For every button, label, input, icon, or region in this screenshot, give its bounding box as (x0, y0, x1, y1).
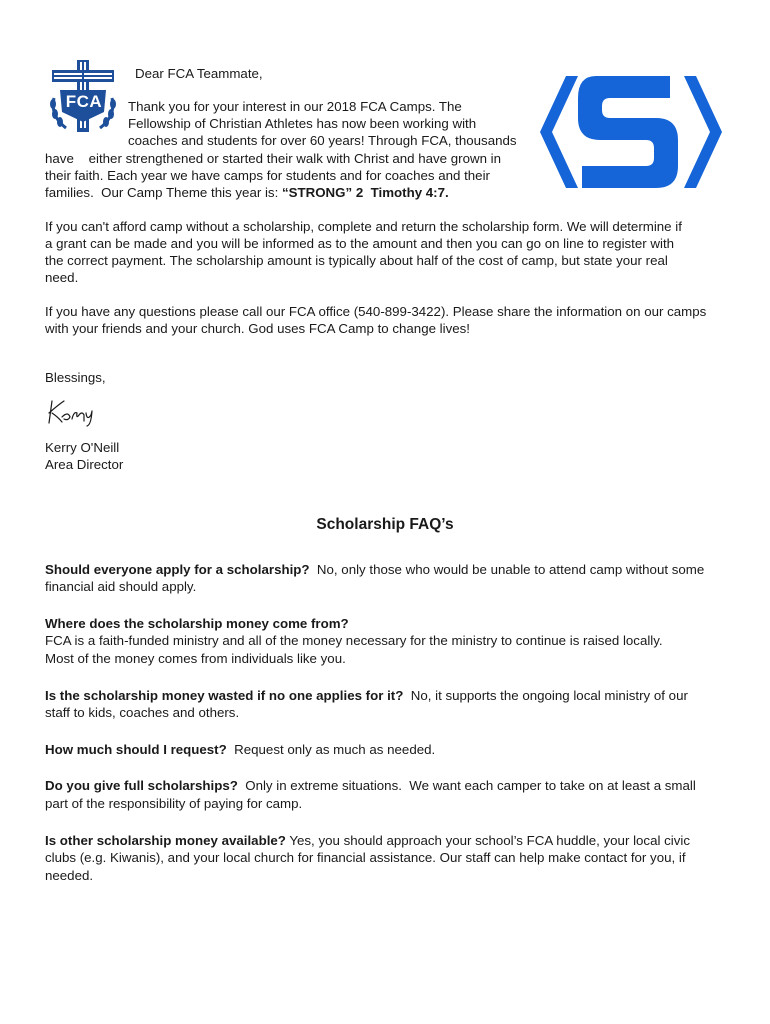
signature (46, 397, 96, 427)
faq-answer: No, only those who would be unable to attend camp without some (309, 562, 705, 577)
paragraph2-line: need. (45, 270, 79, 285)
paragraph2-line: a grant can be made and you will be informed as to the amount and then you can go on line to register with (45, 236, 675, 251)
faq-answer: No, it supports the ongoing local ministry of our (403, 688, 688, 703)
intro-line: coaches and students for over 60 years! Through FCA, thousands (128, 133, 517, 148)
paragraph3-line: If you have any questions please call our FCA office (540-899-3422). Please share the information on our camps (45, 304, 707, 319)
faq-answer: FCA is a faith-funded ministry and all of the money necessary for the ministry to continue is raised locally. (45, 633, 663, 648)
intro-line: have either strengthened or started their walk with Christ and have grown in (45, 151, 502, 166)
paragraph2-line: the correct payment. The scholarship amount is typically about half of the cost of camp, but state your real (45, 253, 668, 268)
faq-item (45, 561, 704, 578)
strong-camp-logo (538, 76, 724, 188)
faq-answer: financial aid should apply. (45, 579, 197, 594)
faq-answer: clubs (e.g. Kiwanis), and your local church for financial assistance. Our staff can help make contact for you, if (45, 850, 686, 865)
faq-answer: Yes, you should approach your school’s FCA huddle, your local civic (285, 833, 690, 848)
intro-line: Fellowship of Christian Athletes has now been working with (128, 116, 477, 131)
faq-question: Should everyone apply for a scholarship? (45, 562, 310, 577)
faq-question: Is other scholarship money available? (45, 833, 286, 848)
paragraph3-line: with your friends and your church. God uses FCA Camp to change lives! (45, 321, 470, 336)
faq-answer: Request only as much as needed. (226, 742, 436, 757)
camp-theme-prefix: families. Our Camp Theme this year is: (45, 185, 282, 200)
faq-item (45, 777, 696, 794)
camp-theme-line (45, 184, 449, 201)
faq-answer: part of the responsibility of paying for camp. (45, 796, 303, 811)
faq-title: Scholarship FAQ’s (316, 516, 454, 533)
letter-closing: Blessings, (45, 370, 106, 385)
faq-question: Is the scholarship money wasted if no one applies for it? (45, 688, 404, 703)
signer-title: Area Director (45, 457, 124, 472)
paragraph2-line: If you can't afford camp without a scholarship, complete and return the scholarship form. We will determine if (45, 219, 682, 234)
intro-line: their faith. Each year we have camps for students and for coaches and their (45, 168, 490, 183)
signer-name: Kerry O'Neill (45, 440, 120, 455)
faq-answer: Only in extreme situations. We want each camper to take on at least a small (237, 778, 696, 793)
intro-line: Thank you for your interest in our 2018 FCA Camps. The (128, 99, 462, 114)
faq-item (45, 741, 435, 758)
faq-question: Do you give full scholarships? (45, 778, 238, 793)
fca-logo-text: FCA (65, 92, 103, 111)
faq-question: How much should I request? (45, 742, 227, 757)
letter-greeting: Dear FCA Teammate, (135, 66, 263, 81)
camp-theme: “STRONG” 2 Timothy 4:7. (281, 185, 449, 200)
faq-answer: needed. (45, 868, 94, 883)
faq-item (45, 687, 688, 704)
faq-answer: Most of the money comes from individuals like you. (45, 651, 346, 666)
faq-answer: staff to kids, coaches and others. (45, 705, 240, 720)
faq-item (45, 832, 690, 849)
faq-question-text: Where does the scholarship money come from? (45, 616, 349, 631)
faq-question (45, 615, 349, 632)
